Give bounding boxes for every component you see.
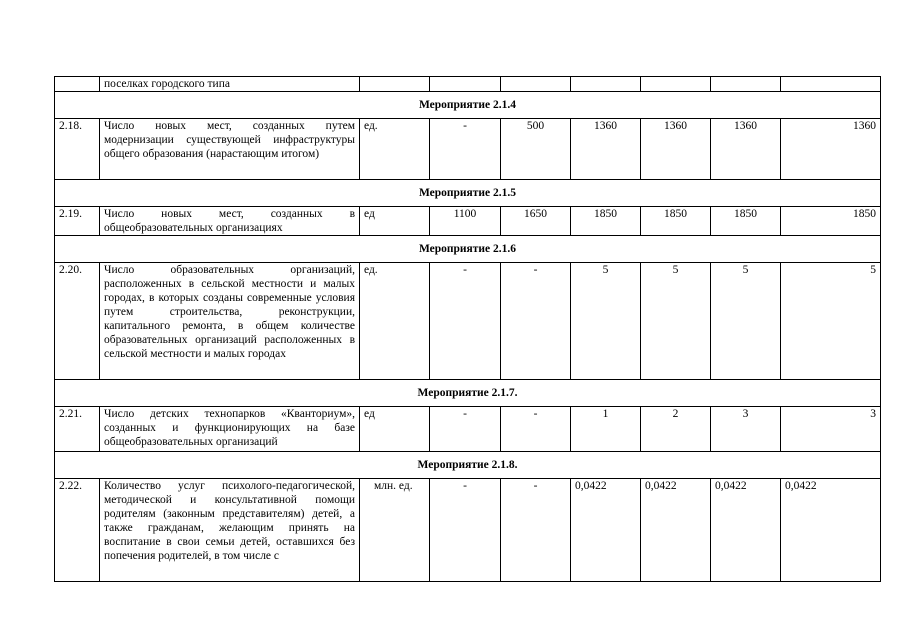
row-description: поселках городского типа — [100, 77, 360, 92]
section-header — [55, 452, 881, 479]
table-row — [55, 77, 881, 92]
row-value-5: 1360 — [711, 119, 781, 180]
row-description: Количество услуг психолого-педагогической, методической и консультативной помощи родителям (законным представителям) детей, а также гражданам, желающим принять на воспитание в свои семьи детей, оставшихся без попечения родителей, в том числе с — [100, 479, 360, 582]
row-unit: ед. — [360, 119, 430, 180]
row-value-2: 500 — [501, 119, 571, 180]
table-row — [55, 119, 881, 180]
row-description: Число детских технопарков «Кванториум», созданных и функционирующих на базе общеобразовательных организаций — [100, 407, 360, 452]
row-value-6: 3 — [781, 407, 881, 452]
section-title: Мероприятие 2.1.6 — [55, 236, 881, 263]
section-title: Мероприятие 2.1.7. — [55, 380, 881, 407]
row-unit: ед — [360, 407, 430, 452]
section-header — [55, 236, 881, 263]
row-value-5: 3 — [711, 407, 781, 452]
row-value-3: 1850 — [571, 207, 641, 236]
row-number: 2.18. — [55, 119, 100, 180]
table-row — [55, 479, 881, 582]
row-value-1: - — [430, 263, 501, 380]
row-unit: млн. ед. — [360, 479, 430, 582]
section-title: Мероприятие 2.1.8. — [55, 452, 881, 479]
row-number: 2.19. — [55, 207, 100, 236]
section-header — [55, 92, 881, 119]
row-value-3: 1 — [571, 407, 641, 452]
row-value-3: 0,0422 — [571, 479, 641, 582]
row-value-6: 1850 — [781, 207, 881, 236]
section-title: Мероприятие 2.1.5 — [55, 180, 881, 207]
row-number — [55, 77, 100, 92]
section-title: Мероприятие 2.1.4 — [55, 92, 881, 119]
row-value-1: 1100 — [430, 207, 501, 236]
table-row — [55, 207, 881, 236]
row-value-5: 5 — [711, 263, 781, 380]
row-value-5: 1850 — [711, 207, 781, 236]
table-row — [55, 407, 881, 452]
row-value-4: 1360 — [641, 119, 711, 180]
row-number: 2.22. — [55, 479, 100, 582]
row-description: Число образовательных организаций, расположенных в сельской местности и малых городах, в которых созданы современные условия путем строительства, реконструкции, капитального ремонта, в общем количестве образовательных организаций расположенных в сельской местности и малых городах — [100, 263, 360, 380]
indicators-table — [54, 76, 881, 582]
row-value-2: - — [501, 479, 571, 582]
row-value-2: - — [501, 263, 571, 380]
row-value-4: 5 — [641, 263, 711, 380]
row-value-3: 1360 — [571, 119, 641, 180]
row-value-2: - — [501, 407, 571, 452]
row-value-4: 2 — [641, 407, 711, 452]
row-number: 2.20. — [55, 263, 100, 380]
row-value-6: 0,0422 — [781, 479, 881, 582]
row-number: 2.21. — [55, 407, 100, 452]
table-row — [55, 263, 881, 380]
row-unit: ед — [360, 207, 430, 236]
row-value-6: 5 — [781, 263, 881, 380]
row-value-3: 5 — [571, 263, 641, 380]
row-unit: ед. — [360, 263, 430, 380]
row-value-4: 0,0422 — [641, 479, 711, 582]
row-value-5: 0,0422 — [711, 479, 781, 582]
section-header — [55, 380, 881, 407]
row-value-6: 1360 — [781, 119, 881, 180]
row-description: Число новых мест, созданных в общеобразовательных организациях — [100, 207, 360, 236]
row-value-1: - — [430, 119, 501, 180]
row-description: Число новых мест, созданных путем модернизации существующей инфраструктуры общего образования (нарастающим итогом) — [100, 119, 360, 180]
row-value-1: - — [430, 479, 501, 582]
section-header — [55, 180, 881, 207]
row-value-1: - — [430, 407, 501, 452]
row-value-2: 1650 — [501, 207, 571, 236]
row-value-4: 1850 — [641, 207, 711, 236]
